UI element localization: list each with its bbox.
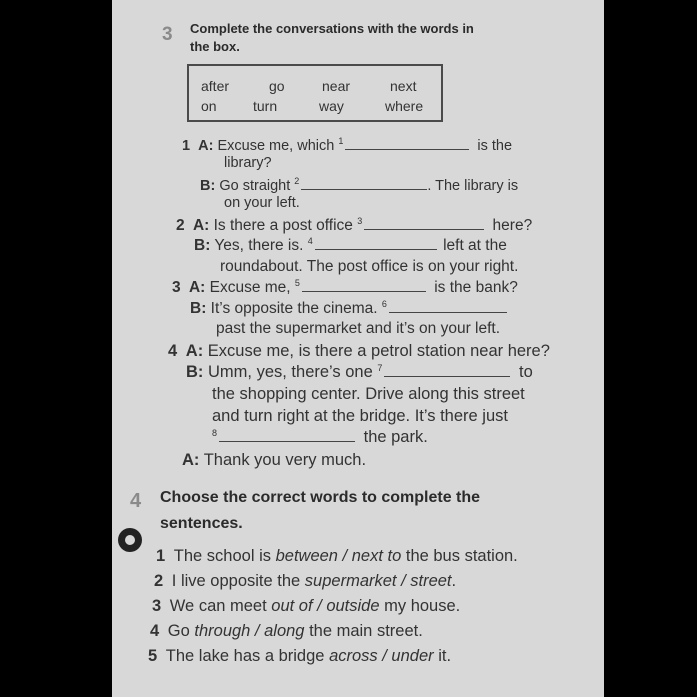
sentence-3 [152, 597, 460, 616]
speaker-label: A: [182, 451, 200, 469]
conversation-3-line-a [172, 278, 518, 297]
speaker-label: A: [188, 279, 206, 296]
dialogue-text: Excuse me, which [217, 138, 335, 154]
box-word: where [385, 98, 424, 114]
dialogue-text: Excuse me, is there a petrol station near here? [207, 342, 550, 360]
gap-number: 8 [212, 428, 218, 438]
textbook-page [112, 0, 604, 697]
answer-blank[interactable] [364, 217, 484, 230]
dialogue-text: Yes, there is. [214, 237, 304, 254]
conversation-1-line-a [182, 136, 512, 154]
sentence-number: 1 [156, 547, 166, 565]
sentence-4 [150, 622, 423, 641]
dialogue-text: . The library is [427, 178, 519, 194]
dialogue-text: is the [477, 138, 513, 154]
word-choice[interactable]: through / along [194, 622, 305, 640]
sentence-number: 4 [150, 622, 160, 640]
sentence-text: The school is [173, 547, 271, 565]
box-word: go [269, 78, 285, 94]
sentence-text: The lake has a bridge [165, 647, 325, 665]
sentence-2 [154, 572, 456, 591]
conversation-number: 4 [168, 342, 178, 360]
answer-blank[interactable] [389, 300, 507, 313]
box-word: on [201, 98, 217, 114]
dialogue-text: the park. [363, 428, 428, 446]
sentence-1 [156, 547, 518, 566]
box-word: way [319, 98, 344, 114]
word-choice[interactable]: across / under [329, 647, 434, 665]
speaker-label: B: [194, 237, 211, 254]
dialogue-text: here? [492, 217, 533, 234]
sentence-number: 5 [148, 647, 158, 665]
sentence-text: it. [438, 647, 452, 665]
sentence-text: the main street. [309, 622, 423, 640]
dialogue-text: Is there a post office [213, 217, 353, 234]
sentence-number: 2 [154, 572, 164, 590]
conversation-2-line-b [194, 236, 507, 255]
conversation-4-line-b [186, 363, 533, 382]
conversation-3-line-b [190, 299, 507, 318]
dialogue-text: Go straight [219, 178, 291, 194]
conversation-number: 1 [182, 138, 191, 154]
gap-number: 6 [381, 299, 387, 309]
answer-blank[interactable] [301, 177, 427, 190]
conversation-2-line-a [176, 216, 532, 235]
gap-number: 4 [307, 236, 313, 246]
dialogue-text: is the bank? [434, 279, 518, 296]
gap-number: 3 [357, 216, 363, 226]
sentence-text: the bus station. [405, 547, 518, 565]
dialogue-text: Thank you very much. [203, 451, 367, 469]
exercise-3-title-line2: the box. [190, 39, 240, 54]
exercise-3-number: 3 [162, 24, 173, 45]
word-box [187, 64, 443, 122]
word-choice[interactable]: out of / outside [271, 597, 380, 615]
speaker-label: B: [200, 178, 216, 194]
exercise-4-number: 4 [130, 490, 142, 512]
dialogue-text: to [518, 363, 533, 381]
sentence-text: Go [167, 622, 190, 640]
box-word: turn [253, 98, 278, 114]
exercise-4-title-line2: sentences. [160, 515, 243, 532]
speaker-label: B: [190, 300, 207, 317]
answer-blank[interactable] [384, 364, 510, 377]
word-choice[interactable]: supermarket / street [304, 572, 452, 590]
speaker-label: B: [186, 363, 204, 381]
sentence-text: . [451, 572, 457, 590]
gap-number: 5 [294, 278, 300, 288]
conversation-4-line-a [168, 342, 550, 361]
answer-blank[interactable] [315, 237, 437, 250]
dialogue-continuation: library? [224, 155, 272, 171]
conversation-number: 2 [176, 217, 185, 234]
box-word: near [322, 78, 351, 94]
gap-number: 7 [377, 363, 383, 373]
sentence-text: We can meet [169, 597, 267, 615]
answer-blank[interactable] [302, 279, 426, 292]
speaker-label: A: [198, 138, 214, 154]
dialogue-text: left at the [443, 237, 507, 254]
gap-number: 2 [294, 176, 300, 186]
dialogue-continuation: on your left. [224, 195, 300, 211]
speaker-label: A: [192, 217, 210, 234]
sentence-5 [148, 647, 451, 666]
target-icon [118, 528, 142, 552]
box-word: next [390, 78, 417, 94]
sentence-text: my house. [384, 597, 461, 615]
sentence-number: 3 [152, 597, 162, 615]
dialogue-continuation-gap [212, 428, 428, 447]
box-word: after [201, 78, 230, 94]
word-choice[interactable]: between / next to [275, 547, 402, 565]
answer-blank[interactable] [219, 429, 355, 442]
speaker-label: A: [185, 342, 204, 360]
dialogue-continuation: the shopping center. Drive along this street [212, 385, 525, 403]
dialogue-text: Excuse me, [209, 279, 291, 296]
gap-number: 1 [338, 136, 344, 146]
dialogue-continuation: roundabout. The post office is on your right. [220, 258, 519, 275]
conversation-4-line-c [182, 451, 366, 470]
exercise-4-title-line1: Choose the correct words to complete the [160, 489, 481, 506]
dialogue-text: It’s opposite the cinema. [210, 300, 378, 317]
conversation-1-line-b [200, 176, 518, 194]
sentence-text: I live opposite the [171, 572, 301, 590]
dialogue-text: Umm, yes, there’s one [208, 363, 373, 381]
exercise-3-title-line1: Complete the conversations with the words in [190, 21, 474, 36]
conversation-number: 3 [172, 279, 181, 296]
answer-blank[interactable] [345, 137, 469, 150]
dialogue-continuation: past the supermarket and it’s on your left. [216, 320, 501, 337]
dialogue-continuation: and turn right at the bridge. It’s there just [212, 407, 508, 425]
